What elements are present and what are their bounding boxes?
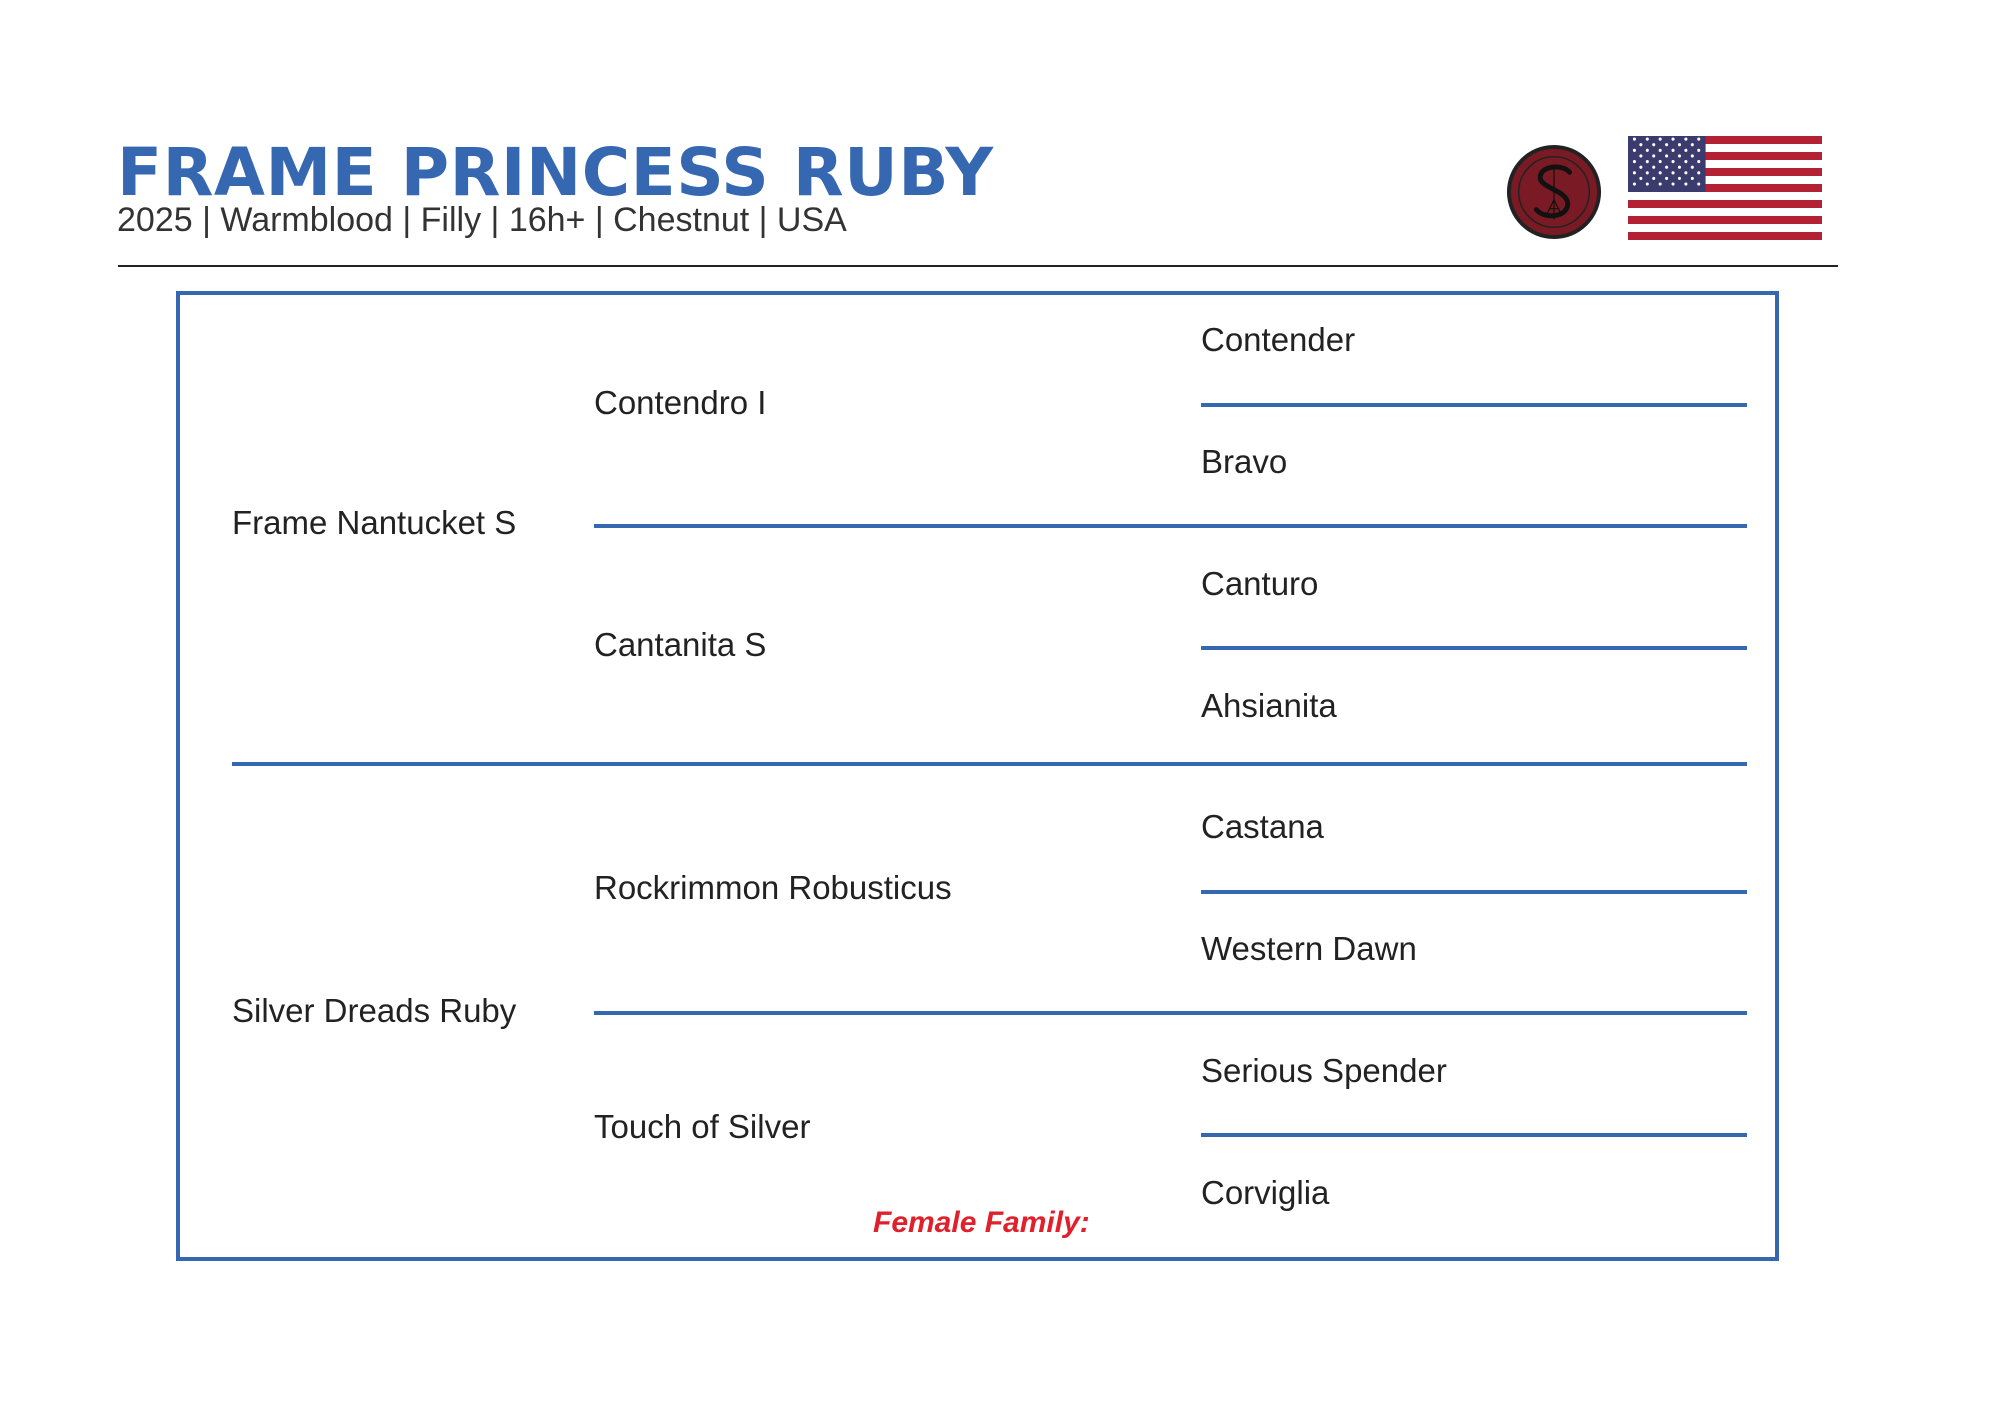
- female-family-label: Female Family:: [873, 1206, 1090, 1239]
- sire-name: Frame Nantucket S: [232, 504, 517, 541]
- great-grandparent-name: Serious Spender: [1201, 1052, 1447, 1089]
- usa-flag-icon: [1628, 136, 1822, 240]
- generation-3-divider: [1201, 646, 1747, 650]
- horse-name-title: FRAME PRINCESS RUBY: [117, 134, 994, 211]
- great-grandparent-name: Corviglia: [1201, 1174, 1330, 1211]
- paternal-grandsire-name: Contendro I: [594, 384, 767, 421]
- seal-logo-icon: [1505, 143, 1603, 241]
- generation-3-divider: [1201, 403, 1747, 407]
- generation-2-divider: [594, 1011, 1747, 1015]
- header-divider: [118, 265, 1838, 267]
- great-grandparent-name: Ahsianita: [1201, 687, 1337, 724]
- maternal-granddam-name: Touch of Silver: [594, 1108, 811, 1145]
- generation-1-divider: [232, 762, 1747, 766]
- great-grandparent-name: Canturo: [1201, 565, 1319, 602]
- great-grandparent-name: Castana: [1201, 808, 1324, 845]
- generation-3-divider: [1201, 1133, 1747, 1137]
- paternal-granddam-name: Cantanita S: [594, 626, 767, 663]
- maternal-grandsire-name: Rockrimmon Robusticus: [594, 869, 952, 906]
- great-grandparent-name: Western Dawn: [1201, 930, 1417, 967]
- dam-name: Silver Dreads Ruby: [232, 992, 517, 1029]
- great-grandparent-name: Bravo: [1201, 443, 1288, 480]
- generation-3-divider: [1201, 890, 1747, 894]
- pedigree-chart-frame: [176, 291, 1779, 1261]
- horse-details-subtitle: 2025 | Warmblood | Filly | 16h+ | Chestnut | USA: [117, 201, 847, 239]
- great-grandparent-name: Contender: [1201, 321, 1356, 358]
- generation-2-divider: [594, 524, 1747, 528]
